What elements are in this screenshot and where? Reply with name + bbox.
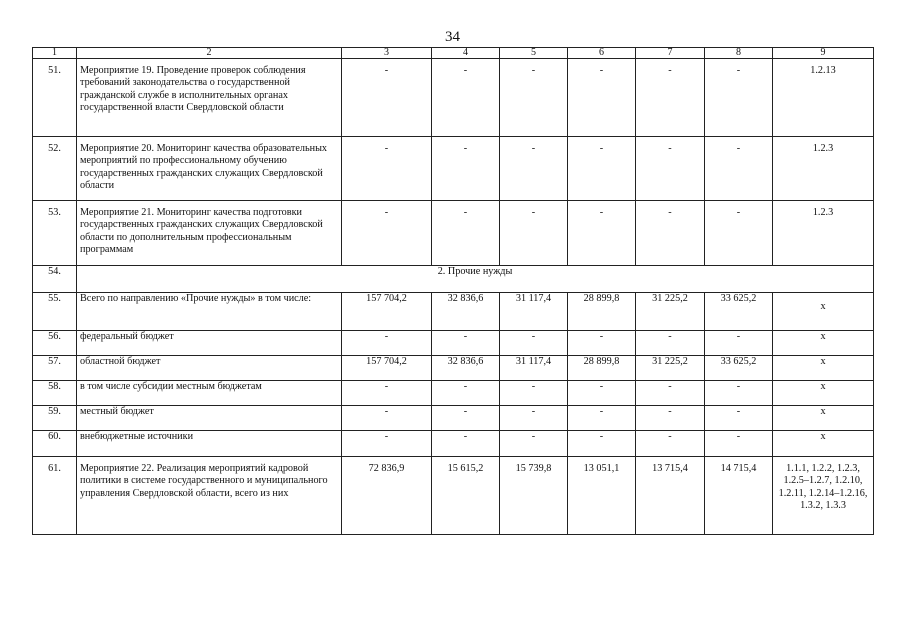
row-description: Мероприятие 19. Проведение проверок соблюдения требований законодательства о государственной гражданской службе в исполнительных органах государственной власти Свердловской области — [77, 59, 342, 137]
target-reference: x — [773, 331, 874, 356]
header-cell: 5 — [500, 48, 568, 59]
header-cell: 7 — [636, 48, 705, 59]
value-cell: - — [342, 137, 432, 201]
value-cell: 28 899,8 — [568, 293, 636, 331]
table-row — [33, 406, 874, 431]
value-cell: 14 715,4 — [705, 457, 773, 535]
value-cell: - — [705, 331, 773, 356]
row-number: 53. — [33, 201, 77, 266]
value-cell: 31 225,2 — [636, 293, 705, 331]
header-cell: 4 — [432, 48, 500, 59]
section-row — [33, 266, 874, 293]
row-number: 56. — [33, 331, 77, 356]
target-reference: x — [773, 431, 874, 457]
value-cell: 31 117,4 — [500, 356, 568, 381]
row-description: в том числе субсидии местным бюджетам — [77, 381, 342, 406]
value-cell: - — [500, 137, 568, 201]
value-cell: - — [342, 331, 432, 356]
row-description: местный бюджет — [77, 406, 342, 431]
row-description: Мероприятие 22. Реализация мероприятий кадровой политики в системе государственного и муниципального управления Свердловской области, всего из них — [77, 457, 342, 535]
value-cell: - — [636, 406, 705, 431]
value-cell: 72 836,9 — [342, 457, 432, 535]
row-description: областной бюджет — [77, 356, 342, 381]
value-cell: - — [342, 59, 432, 137]
value-cell: 32 836,6 — [432, 356, 500, 381]
value-cell: 33 625,2 — [705, 356, 773, 381]
value-cell: 32 836,6 — [432, 293, 500, 331]
section-title: 2. Прочие нужды — [77, 266, 874, 293]
value-cell: 28 899,8 — [568, 356, 636, 381]
value-cell: - — [432, 406, 500, 431]
header-cell: 9 — [773, 48, 874, 59]
target-reference: 1.2.3 — [773, 137, 874, 201]
value-cell: - — [568, 331, 636, 356]
row-number: 61. — [33, 457, 77, 535]
table-row — [33, 431, 874, 457]
header-cell: 8 — [705, 48, 773, 59]
value-cell: 31 117,4 — [500, 293, 568, 331]
row-description: Всего по направлению «Прочие нужды» в том числе: — [77, 293, 342, 331]
value-cell: - — [432, 201, 500, 266]
row-number: 51. — [33, 59, 77, 137]
value-cell: 13 715,4 — [636, 457, 705, 535]
table-row — [33, 331, 874, 356]
value-cell: - — [705, 59, 773, 137]
value-cell: - — [342, 201, 432, 266]
value-cell: - — [705, 381, 773, 406]
value-cell: - — [432, 137, 500, 201]
value-cell: - — [705, 201, 773, 266]
value-cell: - — [568, 431, 636, 457]
header-cell: 1 — [33, 48, 77, 59]
value-cell: - — [636, 381, 705, 406]
target-reference: x — [773, 406, 874, 431]
value-cell: - — [568, 381, 636, 406]
value-cell: - — [342, 381, 432, 406]
value-cell: 13 051,1 — [568, 457, 636, 535]
column-number-header — [33, 48, 874, 59]
row-number: 55. — [33, 293, 77, 331]
value-cell: - — [568, 137, 636, 201]
value-cell: - — [500, 406, 568, 431]
value-cell: 15 615,2 — [432, 457, 500, 535]
target-reference: x — [773, 293, 874, 331]
header-cell: 2 — [77, 48, 342, 59]
table-row — [33, 201, 874, 266]
row-description: Мероприятие 20. Мониторинг качества образовательных мероприятий по профессиональному обучению государственных гражданских служащих Свердловской области — [77, 137, 342, 201]
target-reference: 1.2.13 — [773, 59, 874, 137]
value-cell: 157 704,2 — [342, 293, 432, 331]
value-cell: - — [636, 201, 705, 266]
value-cell: - — [500, 381, 568, 406]
row-number: 58. — [33, 381, 77, 406]
page-number: 34 — [445, 29, 460, 45]
row-number: 54. — [33, 266, 77, 293]
table-row — [33, 293, 874, 331]
value-cell: - — [500, 431, 568, 457]
value-cell: - — [432, 59, 500, 137]
table-row — [33, 381, 874, 406]
value-cell: - — [568, 201, 636, 266]
value-cell: - — [636, 59, 705, 137]
row-number: 59. — [33, 406, 77, 431]
value-cell: - — [500, 201, 568, 266]
value-cell: - — [568, 406, 636, 431]
row-number: 57. — [33, 356, 77, 381]
value-cell: - — [705, 431, 773, 457]
value-cell: - — [432, 431, 500, 457]
table-row — [33, 137, 874, 201]
budget-table — [32, 47, 874, 535]
table-row — [33, 457, 874, 535]
table-row — [33, 356, 874, 381]
value-cell: 157 704,2 — [342, 356, 432, 381]
value-cell: - — [500, 59, 568, 137]
value-cell: - — [342, 431, 432, 457]
header-cell: 3 — [342, 48, 432, 59]
value-cell: 31 225,2 — [636, 356, 705, 381]
value-cell: - — [705, 137, 773, 201]
row-number: 52. — [33, 137, 77, 201]
header-cell: 6 — [568, 48, 636, 59]
value-cell: - — [636, 137, 705, 201]
value-cell: - — [432, 331, 500, 356]
value-cell: 33 625,2 — [705, 293, 773, 331]
value-cell: - — [500, 331, 568, 356]
target-reference: x — [773, 356, 874, 381]
value-cell: 15 739,8 — [500, 457, 568, 535]
target-reference: 1.1.1, 1.2.2, 1.2.3, 1.2.5–1.2.7, 1.2.10, 1.2.11, 1.2.14–1.2.16, 1.3.2, 1.3.3 — [773, 457, 874, 535]
value-cell: - — [342, 406, 432, 431]
target-reference: x — [773, 381, 874, 406]
value-cell: - — [636, 331, 705, 356]
row-description: Мероприятие 21. Мониторинг качества подготовки государственных гражданских служащих Свердловской области по дополнительным профессиональным программам — [77, 201, 342, 266]
row-description: федеральный бюджет — [77, 331, 342, 356]
value-cell: - — [705, 406, 773, 431]
table-row — [33, 59, 874, 137]
value-cell: - — [568, 59, 636, 137]
value-cell: - — [636, 431, 705, 457]
row-description: внебюджетные источники — [77, 431, 342, 457]
value-cell: - — [432, 381, 500, 406]
row-number: 60. — [33, 431, 77, 457]
target-reference: 1.2.3 — [773, 201, 874, 266]
